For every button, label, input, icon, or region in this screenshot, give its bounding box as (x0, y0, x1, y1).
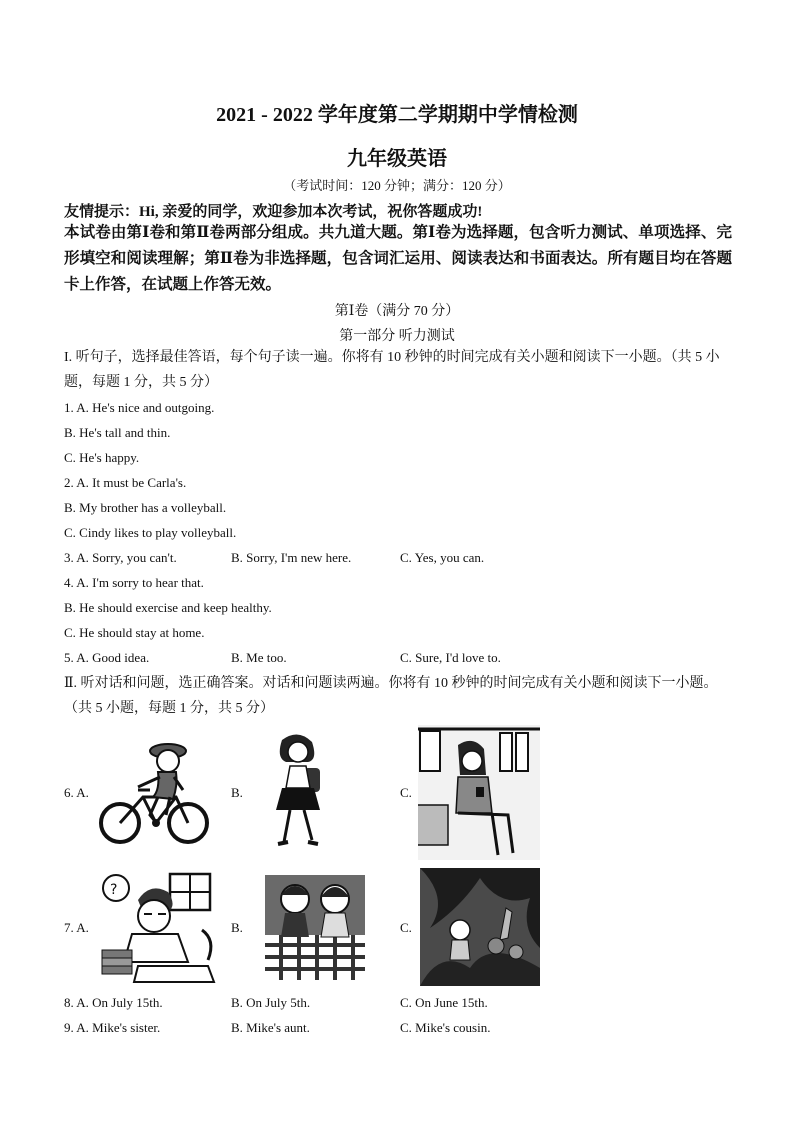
q2-option-a: 2. A. It must be Carla's. (64, 475, 187, 490)
q7-option-c: C. (400, 920, 412, 935)
q3-option-c: C. Yes, you can. (400, 550, 485, 565)
q2-option-c: C. Cindy likes to play volleyball. (64, 525, 237, 540)
q1-option-c: C. He's happy. (64, 450, 140, 465)
jungle-zoo-picture (420, 868, 540, 986)
q5-option-a: 5. A. Good idea. (64, 650, 150, 665)
q9-option-c: C. Mike's cousin. (400, 1020, 491, 1035)
svg-text:?: ? (110, 882, 118, 898)
exam-subtitle: 九年级英语 (347, 148, 447, 170)
section1-instructions: I. 听句子，选择最佳答语，每个句子读一遍。你将有 10 秒钟的时间完成有关小题和阅读下一小题。（共 5 小题，每题 1 分，共 5 分） (64, 350, 720, 390)
notice-greeting: 友情提示：Hi, 亲爱的同学，欢迎参加本次考试，祝你答题成功! (64, 204, 483, 220)
q5-option-b: B. Me too. (231, 650, 287, 665)
notice-description: 本试卷由第Ⅰ卷和第Ⅱ卷两部分组成。共九道大题。第Ⅰ卷为选择题，包含听力测试、单项选择、完形填空和阅读理解；第Ⅱ卷为非选择题，包含词汇运用、阅读表达和书面表达。所有题目均在答题卡上作答，在试题上作答无效。 (64, 224, 732, 293)
q8-option-b: B. On July 5th. (231, 995, 311, 1010)
section2-instructions: Ⅱ. 听对话和问题，选正确答案。对话和问题读两遍。你将有 10 秒钟的时间完成有关小题和阅读下一小题。（共 5 小题，每题 1 分，共 5 分） (64, 676, 718, 716)
q1-option-b: B. He's tall and thin. (64, 425, 171, 440)
girl-on-train-picture (418, 725, 540, 860)
exam-title: 2021 - 2022 学年度第二学期期中学情检测 (216, 104, 578, 126)
picnic-picture (265, 875, 365, 980)
volume1-heading: 第Ⅰ卷（满分 70 分） (334, 304, 460, 319)
part1-heading: 第一部分 听力测试 (339, 329, 455, 344)
q7-option-b: B. (231, 920, 243, 935)
q7-option-a: 7. A. (64, 920, 89, 935)
q6-option-a: 6. A. (64, 785, 89, 800)
q3-option-a: 3. A. Sorry, you can't. (64, 550, 177, 565)
q4-option-a: 4. A. I'm sorry to hear that. (64, 575, 204, 590)
q2-option-b: B. My brother has a volleyball. (64, 500, 227, 515)
q1-option-a: 1. A. He's nice and outgoing. (64, 400, 215, 415)
boy-studying-picture (98, 870, 218, 988)
q9-option-b: B. Mike's aunt. (231, 1020, 310, 1035)
q5-option-c: C. Sure, I'd love to. (400, 650, 501, 665)
q6-option-b: B. (231, 785, 243, 800)
q3-option-b: B. Sorry, I'm new here. (231, 550, 352, 565)
q9-option-a: 9. A. Mike's sister. (64, 1020, 161, 1035)
q8-option-c: C. On June 15th. (400, 995, 488, 1010)
girl-walking-picture (268, 730, 328, 855)
q8-option-a: 8. A. On July 15th. (64, 995, 163, 1010)
q4-option-c: C. He should stay at home. (64, 625, 205, 640)
girl-cycling-picture (98, 735, 213, 850)
q4-option-b: B. He should exercise and keep healthy. (64, 600, 272, 615)
q6-option-c: C. (400, 785, 412, 800)
exam-info: （考试时间：120 分钟；满分：120 分） (283, 178, 511, 193)
